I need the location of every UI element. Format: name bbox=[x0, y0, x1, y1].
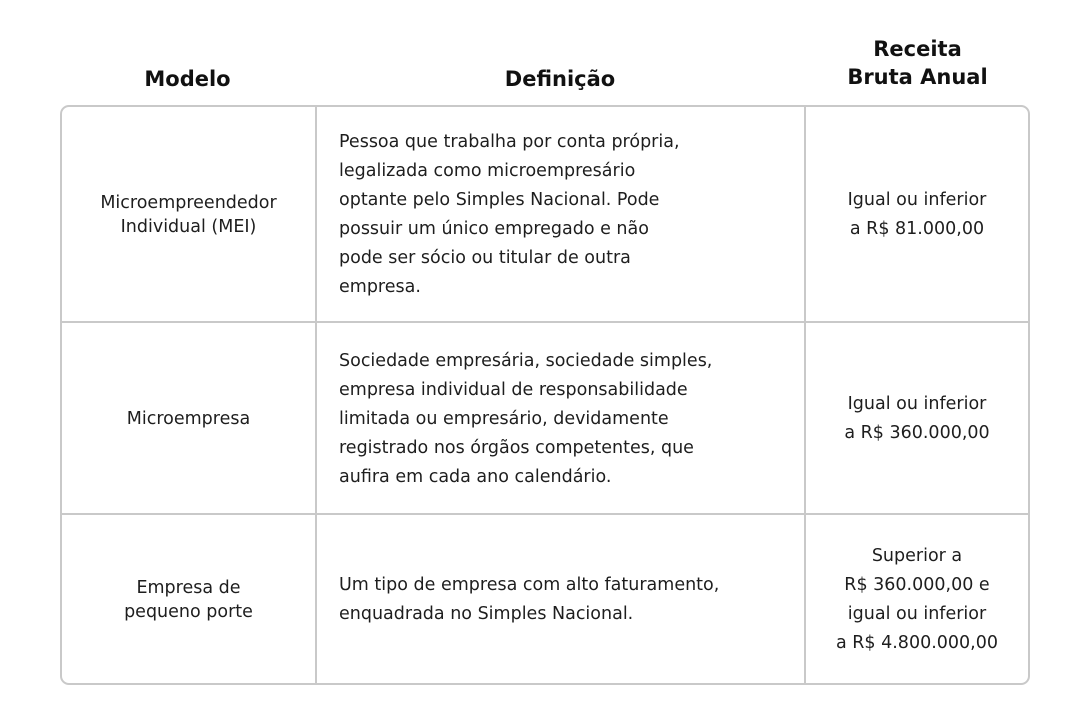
definicao-cell: Um tipo de empresa com alto faturamento, enquadrada no Simples Nacional. bbox=[317, 515, 806, 685]
header-receita-bruta-anual: Receita Bruta Anual bbox=[847, 37, 988, 89]
table-row bbox=[62, 107, 1028, 323]
receita-cell: Igual ou inferior a R$ 360.000,00 bbox=[844, 394, 990, 443]
modelo-cell: Empresa de pequeno porte bbox=[62, 515, 317, 685]
table-row bbox=[62, 513, 1028, 685]
header-definicao: Definição bbox=[504, 67, 616, 91]
header-modelo: Modelo bbox=[144, 67, 231, 91]
definicao-cell: Sociedade empresária, sociedade simples, empresa individual de responsabilidade limitada ou empresário, devidamente registrado nos órgãos competentes, que aufira em cada ano calendário. bbox=[317, 323, 806, 515]
modelo-cell: Microempresa bbox=[62, 323, 317, 515]
company-models-table bbox=[60, 105, 1030, 685]
table-row bbox=[62, 321, 1028, 515]
definicao-cell: Pessoa que trabalha por conta própria, legalizada como microempresário optante pelo Simples Nacional. Pode possuir um único empregado e não pode ser sócio ou titular de outra empresa. bbox=[317, 107, 806, 323]
receita-cell: Igual ou inferior a R$ 81.000,00 bbox=[847, 190, 987, 239]
modelo-cell: Microempreendedor Individual (MEI) bbox=[62, 107, 317, 323]
receita-cell: Superior a R$ 360.000,00 e igual ou inferior a R$ 4.800.000,00 bbox=[835, 546, 999, 653]
